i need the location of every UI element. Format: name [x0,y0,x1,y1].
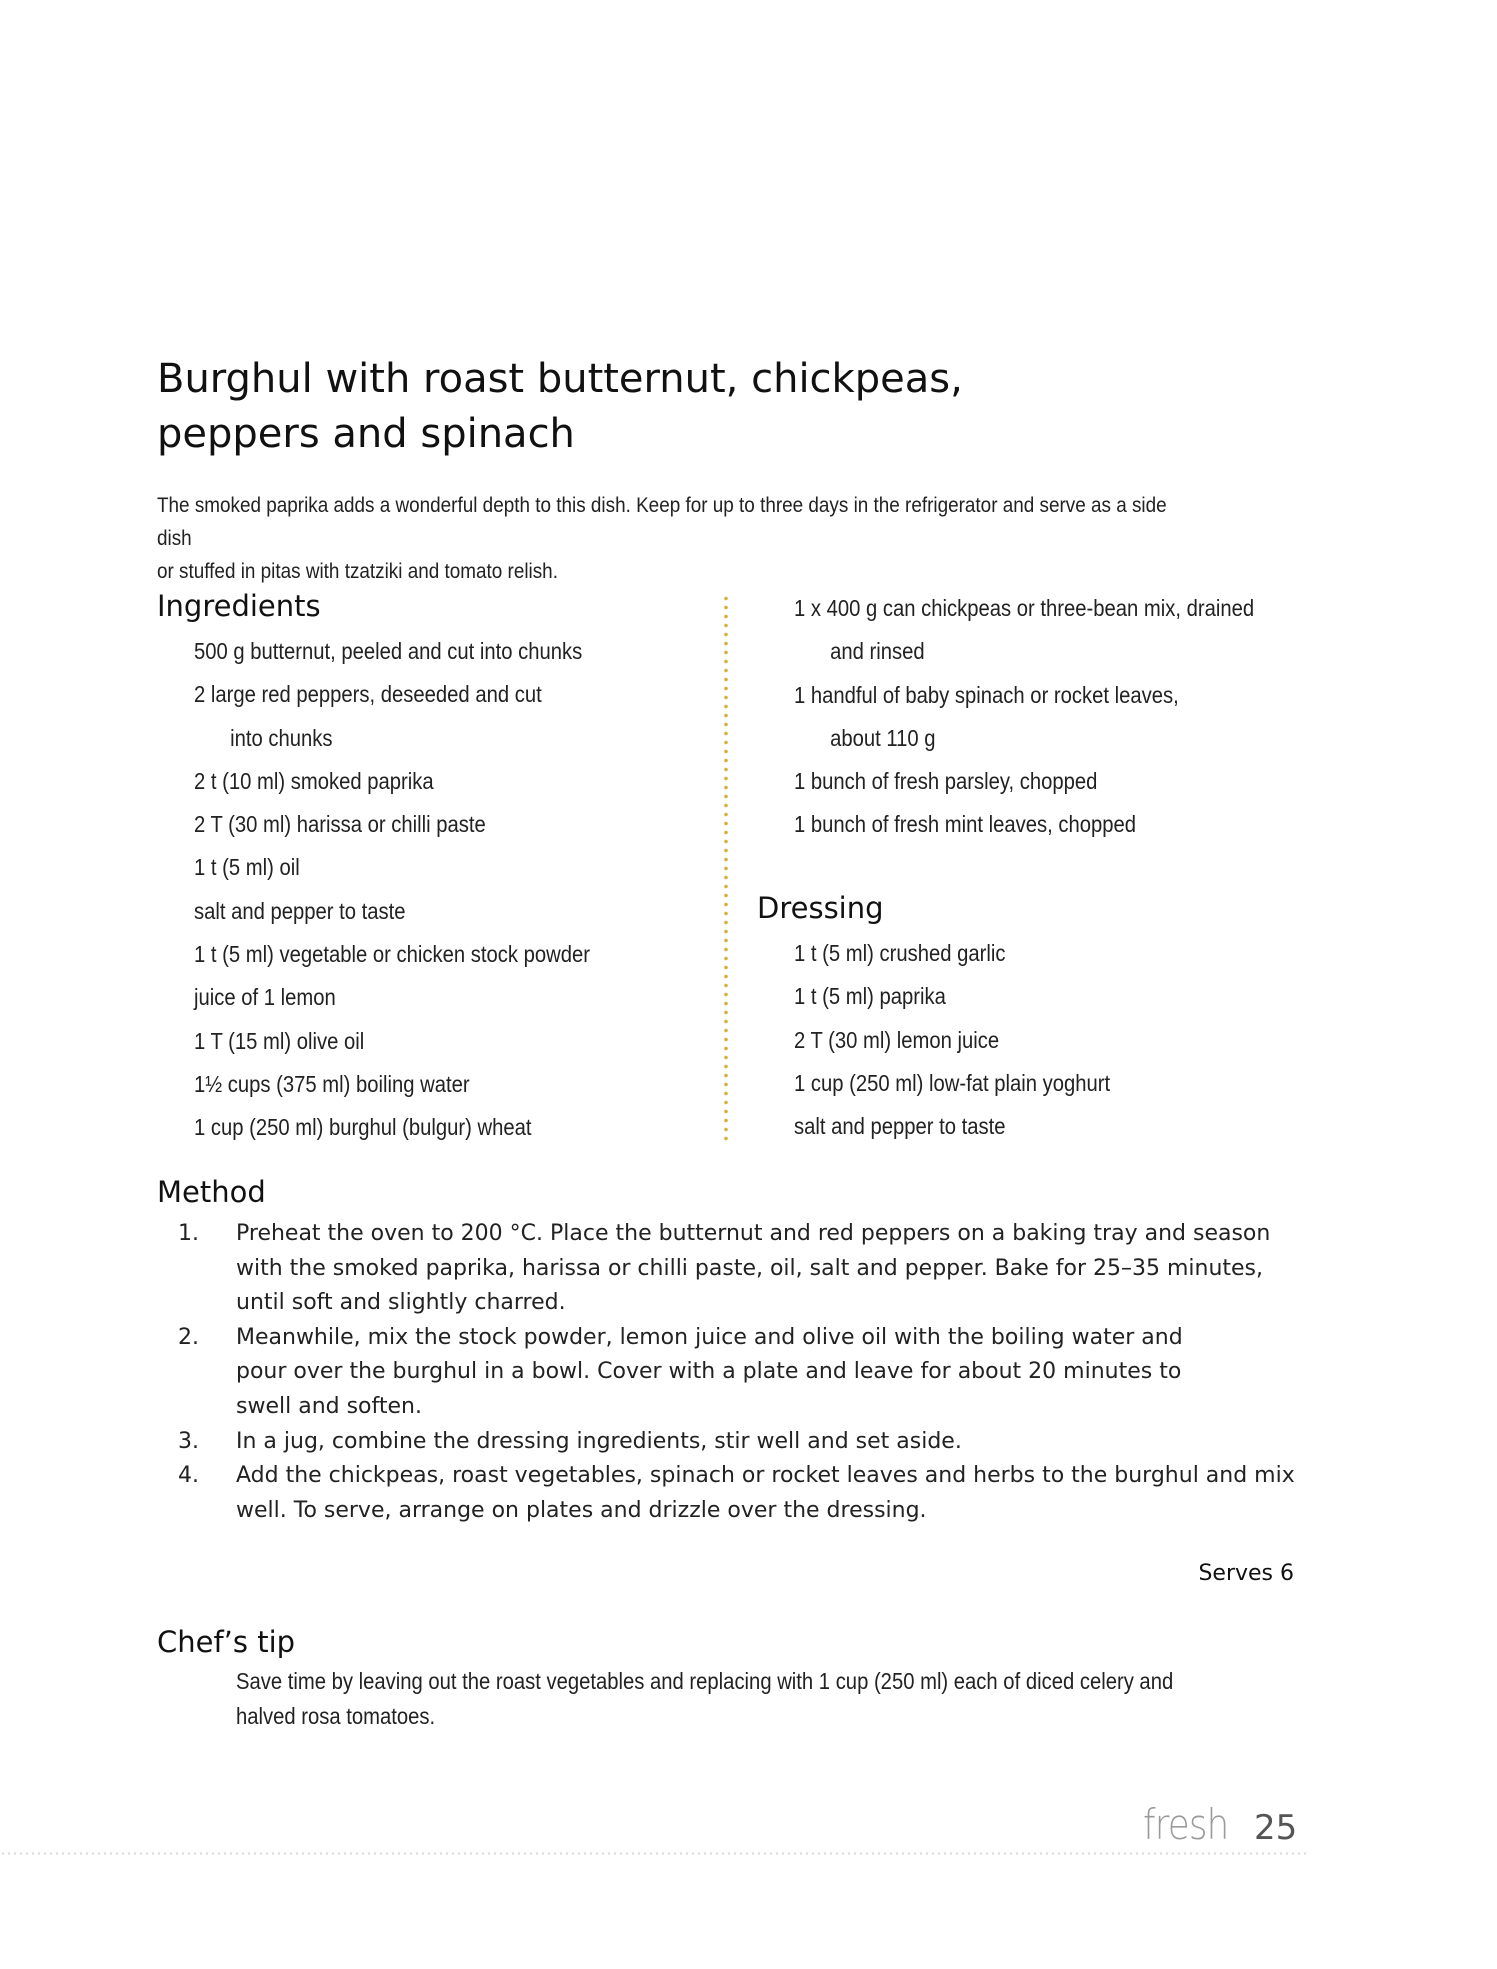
step-text-line: well. To serve, arrange on plates and drizzle over the dressing. [236,1497,927,1523]
ingredient-item: 1 bunch of fresh parsley, chopped [794,768,1098,795]
recipe-intro [157,489,1192,588]
step-text-line: Add the chickpeas, roast vegetables, spinach or rocket leaves and herbs to the burghul and mix [236,1463,1295,1489]
ingredient-item: 1½ cups (375 ml) boiling water [194,1070,470,1097]
step-text-line: until soft and slightly charred. [236,1290,566,1316]
ingredient-item: 500 g butternut, peeled and cut into chunks [194,638,583,664]
method-step [178,1459,1308,1528]
ingredient-item: salt and pepper to taste [194,897,406,924]
step-text-line: Meanwhile, mix the stock powder, lemon juice and olive oil with the boiling water and [236,1324,1183,1350]
intro-line: or stuffed in pitas with tzatziki and tomato relish. [157,560,558,583]
tip-line: Save time by leaving out the roast vegetables and replacing with 1 cup (250 ml) each of diced celery and [236,1668,1174,1694]
step-text-line: Preheat the oven to 200 °C. Place the butternut and red peppers on a baking tray and season [236,1221,1271,1246]
method-step [178,1217,1308,1321]
step-number: 2. [178,1324,199,1350]
step-text-line: swell and soften. [236,1393,422,1419]
recipe-title [157,352,1057,462]
ingredient-item: 1 bunch of fresh mint leaves, chopped [794,811,1137,838]
ingredient-item: 1 handful of baby spinach or rocket leaves, [794,681,1179,708]
ingredient-item: 2 large red peppers, deseeded and cut [194,681,542,708]
ingredients-heading: Ingredients [157,589,321,623]
step-text-line: with the smoked paprika, harissa or chilli paste, oil, salt and pepper. Bake for 25–35 minutes, [236,1255,1264,1281]
dressing-list [794,932,1153,1148]
chefs-tip-heading: Chef’s tip [157,1625,296,1659]
step-number: 3. [178,1428,199,1454]
step-text-line: pour over the burghul in a bowl. Cover with a plate and leave for about 20 minutes to [236,1359,1182,1385]
dressing-item: 1 cup (250 ml) low-fat plain yoghurt [794,1069,1111,1096]
column-divider [723,594,729,1142]
ingredient-item-continuation: into chunks [230,724,333,751]
dressing-item: salt and pepper to taste [794,1113,1006,1140]
step-text-line: In a jug, combine the dressing ingredients, stir well and set aside. [236,1428,962,1454]
method-steps [178,1217,1308,1528]
ingredients-list-left [194,630,644,1150]
ingredient-item: 1 cup (250 ml) burghul (bulgur) wheat [194,1114,532,1141]
footer-dotted-rule [0,1852,1306,1855]
title-line: Burghul with roast butternut, chickpeas, [157,356,963,402]
ingredients-list-right [794,587,1317,847]
ingredient-item: 1 x 400 g can chickpeas or three-bean mix, drained [794,595,1255,621]
step-number: 1. [178,1221,199,1246]
method-step [178,1321,1308,1425]
step-number: 4. [178,1463,199,1489]
serves-count: Serves 6 [1198,1561,1294,1586]
ingredient-item: 1 t (5 ml) vegetable or chicken stock powder [194,941,590,968]
footer-section-label: fresh [1143,1800,1229,1849]
ingredient-item: 1 T (15 ml) olive oil [194,1027,365,1054]
intro-line: The smoked paprika adds a wonderful depth to this dish. Keep for up to three days in the refrigerator and serve as a side dish [157,494,1167,550]
chefs-tip-text [236,1664,1248,1734]
tip-line: halved rosa tomatoes. [236,1703,436,1729]
method-step [178,1425,1308,1460]
dressing-item: 1 t (5 ml) crushed garlic [794,940,1006,966]
ingredient-item-continuation: about 110 g [830,724,936,751]
ingredient-item-continuation: and rinsed [830,638,925,665]
dressing-item: 1 t (5 ml) paprika [794,983,946,1010]
dressing-heading: Dressing [757,891,884,925]
ingredient-item: juice of 1 lemon [194,984,336,1011]
method-heading: Method [157,1175,266,1209]
title-line: peppers and spinach [157,411,575,457]
ingredient-item: 2 t (10 ml) smoked paprika [194,767,434,794]
ingredient-item: 1 t (5 ml) oil [194,854,300,881]
ingredient-item: 2 T (30 ml) harissa or chilli paste [194,811,486,838]
page-number: 25 [1254,1808,1298,1848]
dressing-item: 2 T (30 ml) lemon juice [794,1026,1000,1053]
